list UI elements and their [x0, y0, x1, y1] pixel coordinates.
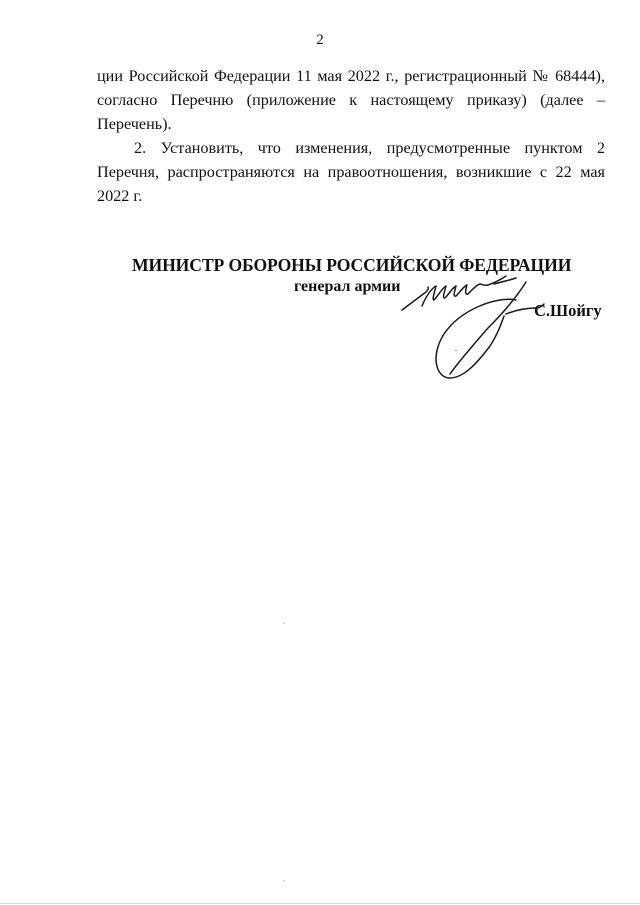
signatory-rank: генерал армии	[294, 278, 401, 295]
signature-stroke-lead	[402, 287, 428, 310]
signatory-title: МИНИСТР ОБОРОНЫ РОССИЙСКОЙ ФЕДЕРАЦИИ	[132, 255, 572, 275]
scan-speck	[283, 623, 284, 624]
handwritten-signature	[398, 270, 548, 385]
body-text	[97, 64, 605, 208]
page-number: 2	[316, 32, 324, 48]
scan-speck	[283, 880, 284, 881]
scan-speck	[455, 350, 457, 351]
signature-stroke-diagonal	[450, 282, 526, 374]
scan-bottom-edge	[0, 903, 640, 904]
signature-stroke-connector	[506, 304, 544, 314]
paragraph-2: 2. Установить, что изменения, предусмотренные пунктом 2 Перечня, распространяются на правоотношения, возникшие с 22 мая 2022 г.	[97, 139, 605, 205]
signatory-name: С.Шойгу	[534, 301, 602, 320]
paragraph-continuation: ции Российской Федерации 11 мая 2022 г., регистрационный № 68444), согласно Перечню (приложение к настоящему приказу) (далее – Перечень).	[97, 67, 605, 133]
